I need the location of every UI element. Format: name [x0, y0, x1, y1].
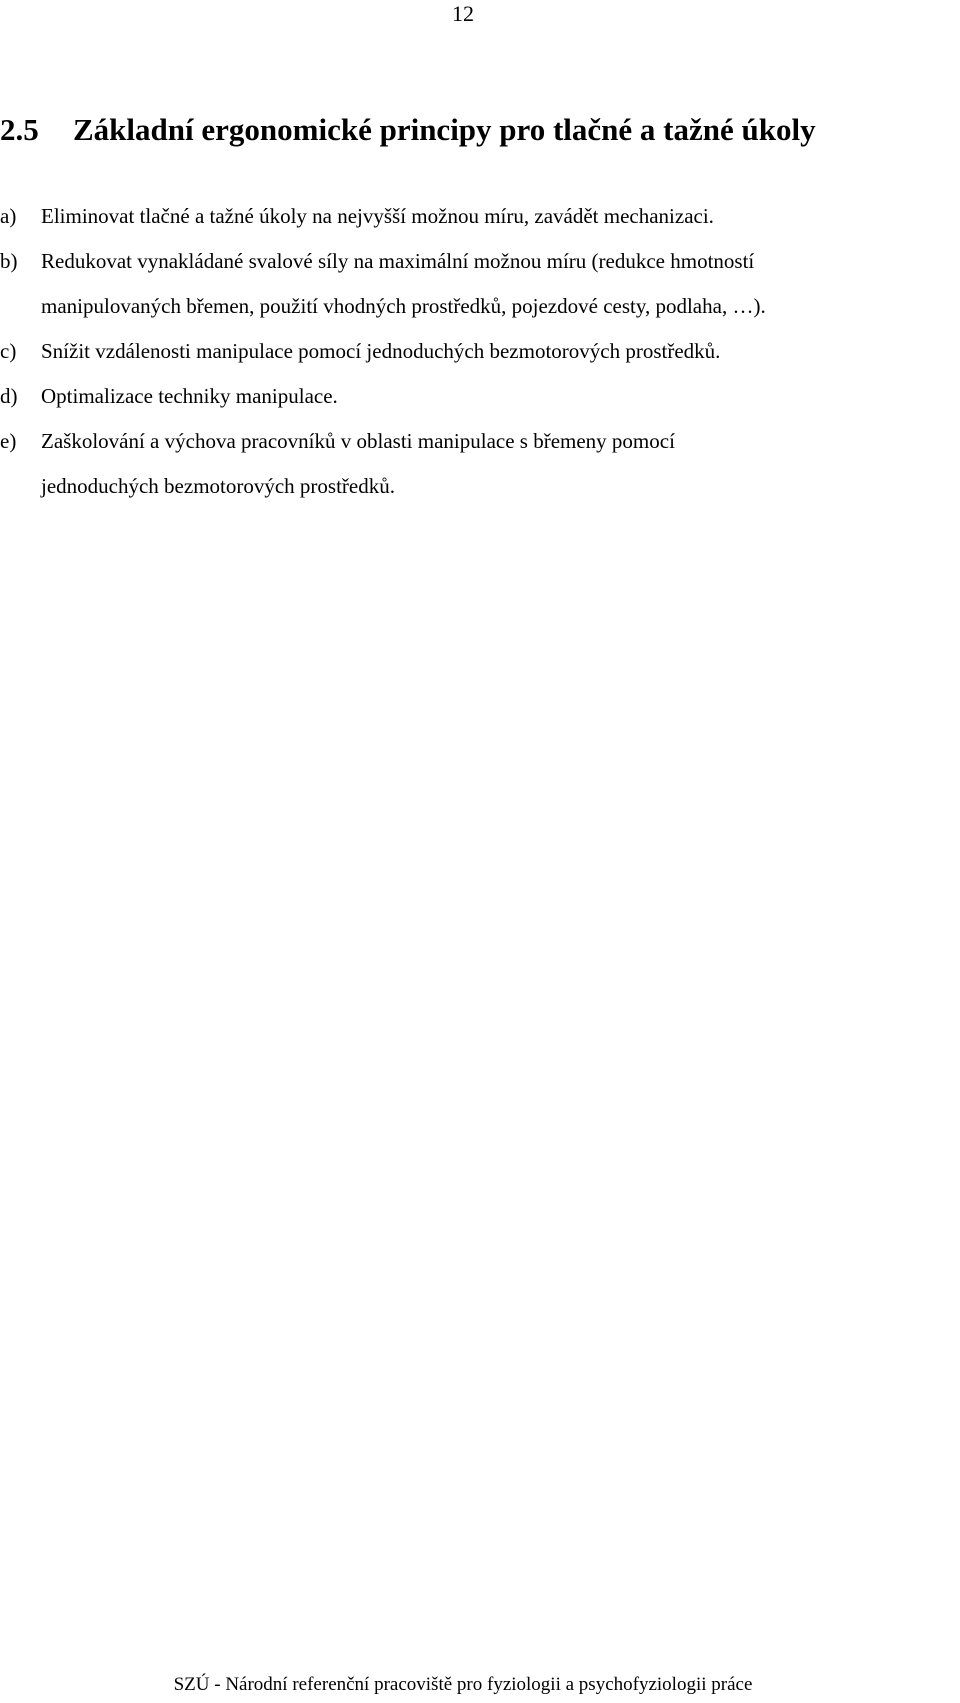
section-title: Základní ergonomické principy pro tlačné a tažné úkoly	[73, 112, 816, 147]
page-number: 12	[452, 1, 474, 26]
page-footer: SZÚ - Národní referenční pracoviště pro fyziologii a psychofyziologii práce	[173, 1674, 753, 1695]
list-item-text	[41, 430, 950, 498]
list-marker: c)	[0, 339, 17, 363]
list-item-b	[0, 250, 950, 318]
list-marker: a)	[0, 204, 17, 228]
list-marker: d)	[0, 384, 18, 408]
section-number: 2.5	[0, 112, 39, 147]
list-item-line: Redukovat vynakládané svalové síly na maximální možnou míru (redukce hmotností	[41, 249, 755, 273]
section-heading	[0, 110, 960, 150]
list-item-text: Optimalizace techniky manipulace.	[41, 384, 338, 408]
list-item-c	[0, 340, 950, 363]
principles-list	[0, 205, 950, 520]
list-item-text	[41, 250, 950, 318]
list-item-e	[0, 430, 950, 498]
list-marker: e)	[0, 429, 17, 453]
list-marker: b)	[0, 249, 18, 273]
list-item-line: Zaškolování a výchova pracovníků v oblasti manipulace s břemeny pomocí	[41, 429, 675, 453]
list-item-text: Snížit vzdálenosti manipulace pomocí jednoduchých bezmotorových prostředků.	[41, 339, 721, 363]
list-item-text: Eliminovat tlačné a tažné úkoly na nejvyšší možnou míru, zavádět mechanizaci.	[41, 204, 714, 228]
list-item-a	[0, 205, 950, 228]
list-item-line: manipulovaných břemen, použití vhodných prostředků, pojezdové cesty, podlaha, …).	[41, 294, 766, 318]
list-item-d	[0, 385, 950, 408]
list-item-line: jednoduchých bezmotorových prostředků.	[41, 474, 395, 498]
